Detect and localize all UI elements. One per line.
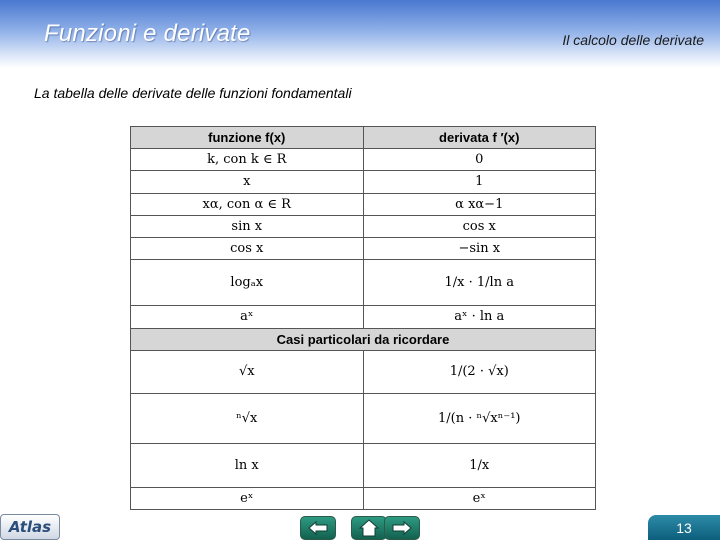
logo-text: Atlas — [8, 518, 52, 536]
derivative-cell: α xα−1 — [363, 193, 596, 215]
table-row — [131, 394, 596, 444]
table-row — [131, 260, 596, 306]
page-number-badge — [648, 515, 720, 540]
function-cell: sin x — [131, 215, 364, 237]
derivative-cell: 0 — [363, 149, 596, 171]
function-cell: k, con k ∈ R — [131, 149, 364, 171]
arrow-left-icon — [307, 520, 329, 536]
function-cell: logₐx — [131, 260, 364, 306]
function-cell: cos x — [131, 237, 364, 259]
next-slide-button[interactable] — [384, 516, 420, 540]
derivatives-table — [130, 126, 596, 510]
home-button[interactable] — [351, 516, 387, 540]
table-row — [131, 237, 596, 259]
table-row — [131, 350, 596, 393]
prev-slide-button[interactable] — [300, 516, 336, 540]
table-row — [131, 487, 596, 509]
derivative-cell: aˣ · ln a — [363, 306, 596, 328]
section-label: Casi particolari da ricordare — [131, 328, 596, 350]
function-cell: √x — [131, 350, 364, 393]
arrow-right-icon — [391, 520, 413, 536]
col-function-header: funzione f(x) — [131, 127, 364, 149]
derivative-cell: 1/(2 · √x) — [363, 350, 596, 393]
derivative-cell: cos x — [363, 215, 596, 237]
section-row — [131, 328, 596, 350]
derivative-cell: eˣ — [363, 487, 596, 509]
table-row — [131, 306, 596, 328]
table-header-row — [131, 127, 596, 149]
derivative-cell: 1 — [363, 171, 596, 193]
function-cell: aˣ — [131, 306, 364, 328]
derivative-cell: 1/(n · ⁿ√xⁿ⁻¹) — [363, 394, 596, 444]
atlas-logo — [0, 514, 60, 540]
col-derivative-header: derivata f ′(x) — [363, 127, 596, 149]
slide-title: Funzioni e derivate — [44, 20, 251, 47]
table-row — [131, 215, 596, 237]
slide-subtitle: La tabella delle derivate delle funzioni fondamentali — [34, 85, 352, 101]
table-row — [131, 149, 596, 171]
home-icon — [359, 519, 379, 537]
derivative-cell: 1/x — [363, 444, 596, 487]
function-cell: eˣ — [131, 487, 364, 509]
section-title: Il calcolo delle derivate — [562, 32, 704, 48]
derivative-cell: −sin x — [363, 237, 596, 259]
slide-header — [0, 0, 720, 68]
table-row — [131, 171, 596, 193]
function-cell: ⁿ√x — [131, 394, 364, 444]
function-cell: x — [131, 171, 364, 193]
table-row — [131, 444, 596, 487]
page-number: 13 — [676, 519, 692, 536]
function-cell: ln x — [131, 444, 364, 487]
table-row — [131, 193, 596, 215]
derivative-cell: 1/x · 1/ln a — [363, 260, 596, 306]
function-cell: xα, con α ∈ R — [131, 193, 364, 215]
